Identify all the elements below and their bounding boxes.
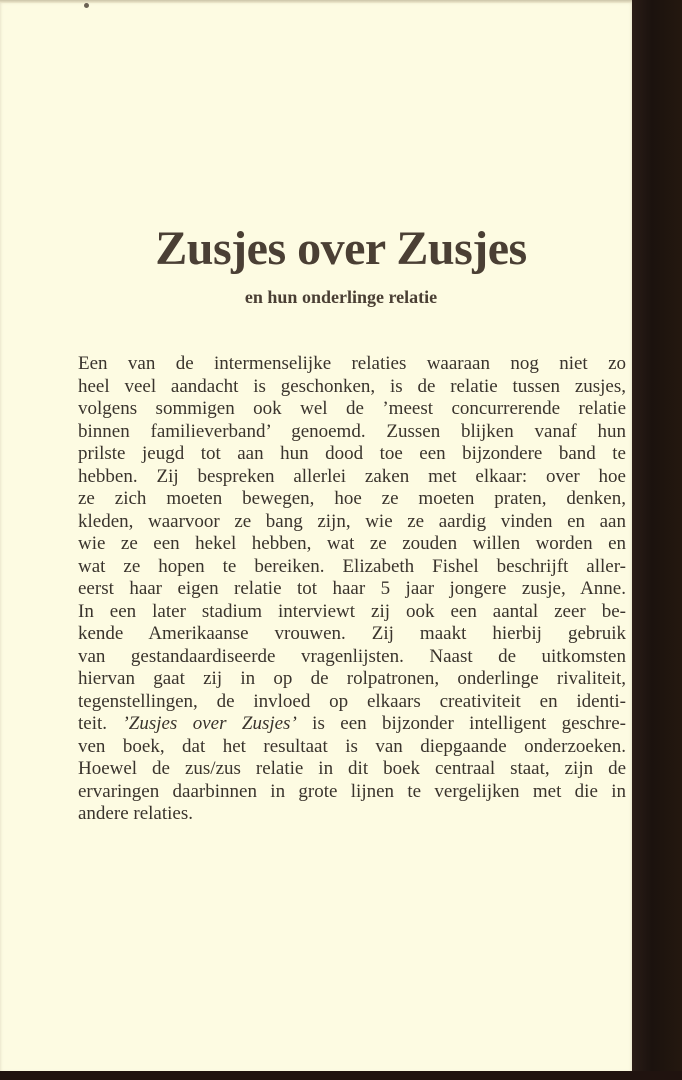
blurb-text-pre: teit.: [78, 713, 123, 734]
blurb-line: wie ze een hekel hebben, wat ze zouden willen worden en: [78, 533, 626, 554]
blurb-line: heel veel aandacht is geschonken, is de relatie tussen zusjes,: [78, 375, 626, 397]
blurb-line: prilste jeugd tot aan hun dood toe een bijzondere band te: [78, 443, 626, 464]
blurb-text: [78, 353, 626, 826]
print-speck: [84, 3, 89, 8]
blurb-line: kleden, waarvoor ze bang zijn, wie ze aardig vinden en aan: [78, 510, 626, 532]
blurb-text-post: is een bijzonder intelligent geschre-: [296, 713, 626, 734]
book-title-reference: ’Zusjes over Zusjes’: [122, 713, 297, 734]
blurb-line-with-title: [78, 713, 626, 736]
cover-right-edge: [632, 0, 682, 1080]
blurb-line: wat ze hopen te bereiken. Elizabeth Fishel beschrijft aller-: [78, 555, 626, 577]
cover-bottom-edge: [0, 1071, 682, 1080]
blurb-line: In een later stadium interviewt zij ook een aantal zeer be-: [78, 600, 626, 622]
blurb-line: volgens sommigen ook wel de ’meest concurrerende relatie: [78, 398, 626, 419]
blurb-line: binnen familieverband’ genoemd. Zussen blijken vanaf hun: [78, 420, 626, 442]
blurb-line: kende Amerikaanse vrouwen. Zij maakt hierbij gebruik: [78, 623, 626, 644]
blurb-line: hiervan gaat zij in op de rolpatronen, onderlinge rivaliteit,: [78, 668, 626, 689]
blurb-line: eerst haar eigen relatie tot haar 5 jaar jongere zusje, Anne.: [78, 578, 626, 599]
blurb-line: tegenstellingen, de invloed op elkaars creativiteit en identi-: [78, 690, 626, 712]
blurb-line: andere relaties.: [78, 803, 193, 824]
blurb-line: Hoewel de zus/zus relatie in dit boek centraal staat, zijn de: [78, 758, 626, 779]
blurb-line: ze zich moeten bewegen, hoe ze moeten praten, denken,: [78, 488, 626, 509]
blurb-line: hebben. Zij bespreken allerlei zaken met elkaar: over hoe: [78, 465, 626, 487]
blurb-line: Een van de intermenselijke relaties waaraan nog niet zo: [78, 353, 626, 374]
blurb-line: ervaringen daarbinnen in grote lijnen te vergelijken met die in: [78, 780, 626, 802]
book-subtitle: en hun onderlinge relatie: [244, 287, 438, 307]
blurb-line: ven boek, dat het resultaat is van diepgaande onderzoeken.: [78, 735, 626, 757]
book-title: Zusjes over Zusjes: [155, 222, 527, 275]
cover-top-edge: [0, 0, 632, 3]
blurb-line: van gestandaardiseerde vragenlijsten. Naast de uitkomsten: [78, 645, 626, 667]
